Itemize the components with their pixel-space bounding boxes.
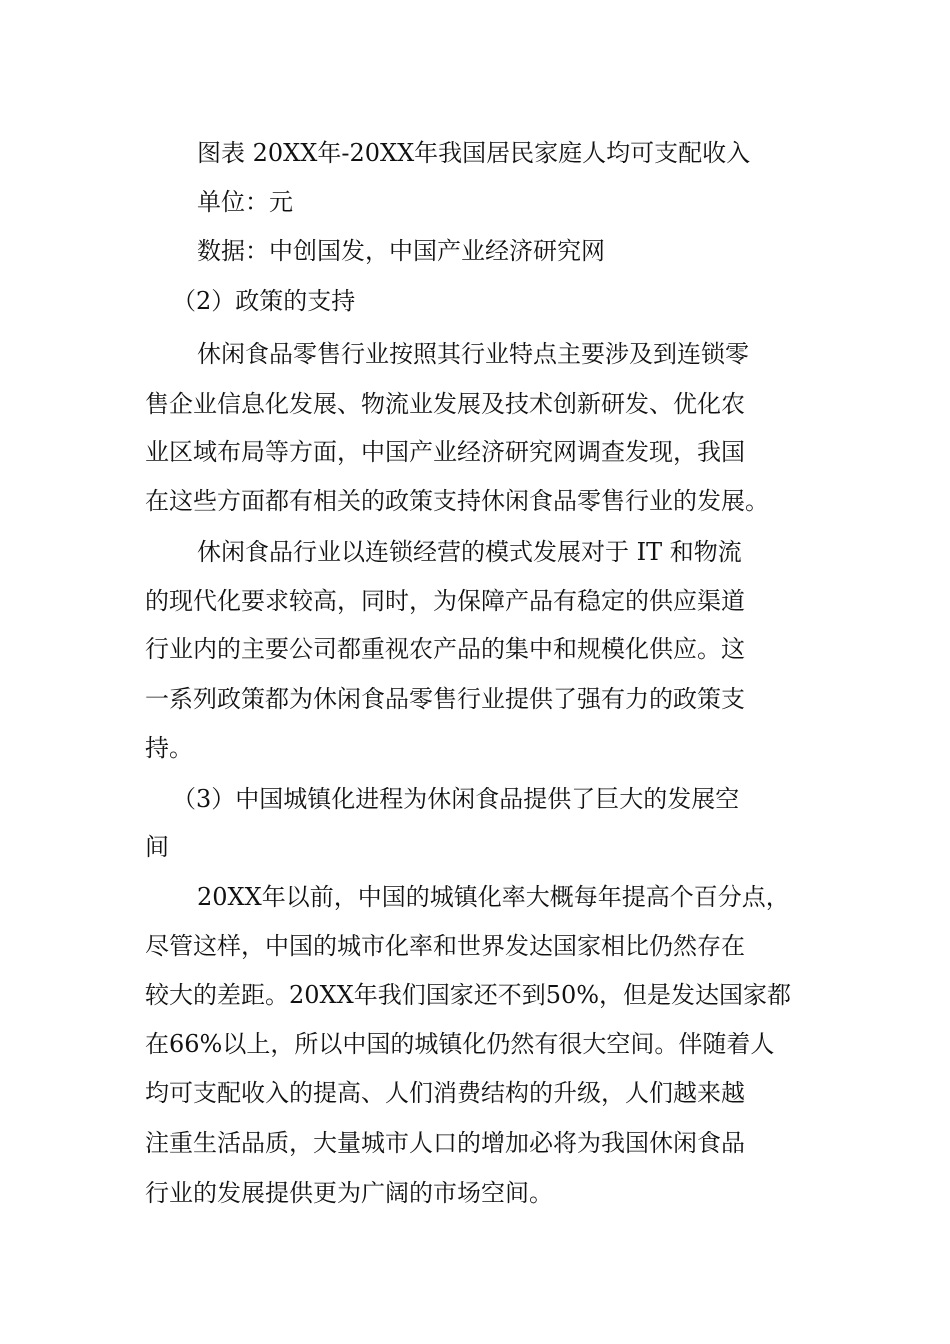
paragraph-line: 售企业信息化发展、物流业发展及技术创新研发、优化农: [145, 390, 745, 418]
section-heading-line: （3）中国城镇化进程为休闲食品提供了巨大的发展空: [172, 785, 740, 813]
paragraph-line: 休闲食品零售行业按照其行业特点主要涉及到连锁零: [197, 340, 749, 368]
section-heading-policy: （2）政策的支持: [172, 287, 356, 315]
paragraph-line: 持。: [145, 734, 193, 762]
paragraph-line: 注重生活品质，大量城市人口的增加必将为我国休闲食品: [145, 1129, 745, 1157]
paragraph-line: 休闲食品行业以连锁经营的模式发展对于 IT 和物流: [197, 538, 742, 566]
paragraph-line: 的现代化要求较高，同时，为保障产品有稳定的供应渠道: [145, 587, 745, 615]
paragraph-line: 均可支配收入的提高、人们消费结构的升级，人们越来越: [145, 1079, 745, 1107]
chart-caption-title: 图表 20XX年-20XX年我国居民家庭人均可支配收入: [197, 139, 751, 167]
paragraph-line: 行业的发展提供更为广阔的市场空间。: [145, 1179, 553, 1207]
paragraph-line: 一系列政策都为休闲食品零售行业提供了强有力的政策支: [145, 685, 745, 713]
paragraph-line: 较大的差距。20XX年我们国家还不到50%，但是发达国家都: [145, 981, 792, 1009]
paragraph-line: 20XX年以前，中国的城镇化率大概每年提高个百分点，: [197, 883, 790, 911]
section-heading-line: 间: [145, 833, 169, 861]
paragraph-line: 在66%以上，所以中国的城镇化仍然有很大空间。伴随着人: [145, 1030, 775, 1058]
chart-caption-unit: 单位：元: [197, 188, 293, 216]
chart-caption-source: 数据：中创国发，中国产业经济研究网: [197, 237, 605, 265]
paragraph-line: 在这些方面都有相关的政策支持休闲食品零售行业的发展。: [145, 487, 769, 515]
paragraph-line: 尽管这样，中国的城市化率和世界发达国家相比仍然存在: [145, 932, 745, 960]
paragraph-line: 业区域布局等方面，中国产业经济研究网调查发现，我国: [145, 438, 745, 466]
paragraph-line: 行业内的主要公司都重视农产品的集中和规模化供应。这: [145, 635, 745, 663]
